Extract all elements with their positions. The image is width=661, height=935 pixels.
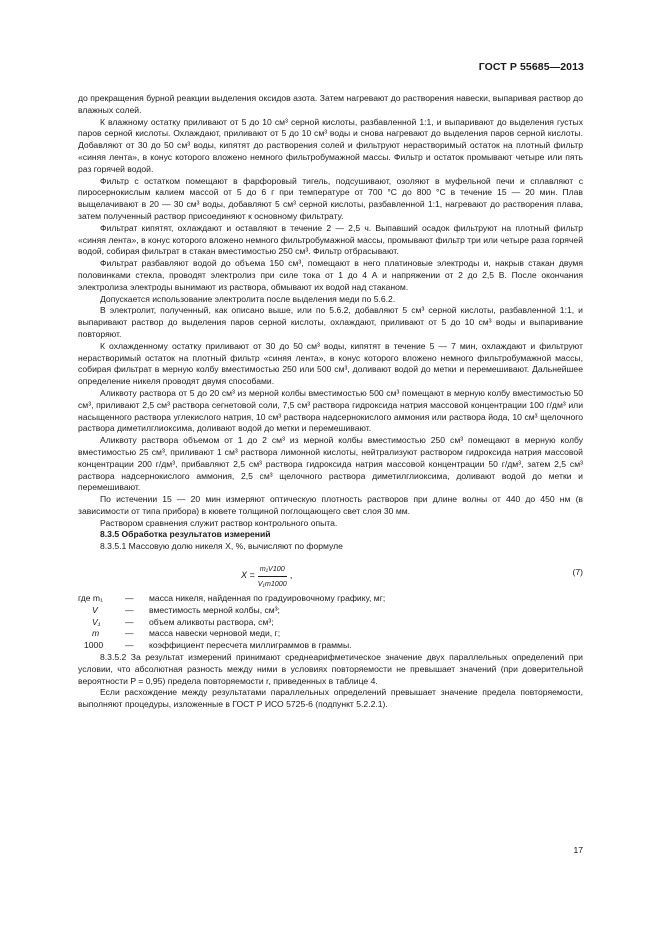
formula-lhs: X = bbox=[241, 570, 255, 581]
paragraph: По истечении 15 — 20 мин измеряют оптическую плотность растворов при длине волны от 440 до 450 нм (в зависимости от типа прибора) в кювете толщиной поглощающего свет слоя 30 мм. bbox=[78, 494, 583, 516]
formula-fraction bbox=[258, 563, 287, 590]
definition-symbol: где m₁ bbox=[78, 593, 103, 604]
definition-symbol: V bbox=[92, 604, 98, 615]
definition-list bbox=[78, 593, 583, 652]
paragraph: Аликвоту раствора объемом от 1 до 2 см³ из мерной колбы вместимостью 250 см³ помещают в мерную колбу вместимостью 25 см³, приливают 1 см³ раствора лимонной кислоты, нейтрализуют раствором гидроксида натрия массовой концентрации 200 г/дм³, прибавляют 2,5 см³ раствора гидроксида натрия массовой концентрации 50 г/дм³, затем 2,5 см³ раствора надсернокислого аммония, 2,5 см³ щелочного раствора диметилглиоксима, доливают водой до метки и перемешивают. bbox=[78, 435, 583, 493]
definition-dash: — bbox=[125, 616, 134, 627]
definition-item bbox=[78, 617, 583, 629]
definition-item bbox=[78, 640, 583, 652]
definition-dash: — bbox=[125, 628, 134, 639]
definition-dash: — bbox=[125, 640, 134, 651]
paragraph: К влажному остатку приливают от 5 до 10 см³ серной кислоты, разбавленной 1:1, и выпаривают до выделения густых паров серной кислоты. Охлаждают, приливают от 5 до 10 см³ воды и снова нагревают до выделения паров серной кислоты. Добавляют от 30 до 50 см³ воды, кипятят до растворения солей и фильтруют нерастворимый остаток на плотный фильтр «синяя лента», в конус которого вложено немного фильтробумажной массы. Фильтр и остаток промывают четыре или пять раз горячей водой. bbox=[78, 116, 583, 174]
definition-text: вместимость мерной колбы, см³; bbox=[149, 604, 280, 615]
formula bbox=[241, 563, 292, 590]
formula-block bbox=[78, 557, 583, 591]
paragraph: В электролит, полученный, как описано выше, или по 5.6.2, добавляют 5 см³ серной кислоты, разбавленной 1:1, и выпаривают раствор до выделения паров серной кислоты, охлаждают, приливают от 5 до 10 см³ воды и выпаривание повторяют. bbox=[78, 305, 583, 339]
paragraph: Допускается использование электролита после выделения меди по 5.6.2. bbox=[100, 293, 396, 304]
document-body bbox=[78, 93, 583, 711]
formula-tail: , bbox=[289, 570, 293, 581]
paragraph: до прекращения бурной реакции выделения оксидов азота. Затем нагревают до растворения навески, выпаривая раствор до влажных солей. bbox=[78, 93, 583, 115]
paragraph: 8.3.5.2 За результат измерений принимают среднеарифметическое значение двух параллельных определений при условии, что абсолютная разность между ними в условиях повторяемости не превышает значений (при доверительной вероятности P = 0,95) предела повторяемости r, приведенных в таблице 4. bbox=[78, 652, 583, 686]
paragraph: Если расхождение между результатами параллельных определений превышает значение предела повторяемости, выполняют процедуры, изложенные в ГОСТ Р ИСО 5725-6 (подпункт 5.2.2.1). bbox=[78, 687, 583, 710]
definition-symbol: 1000 bbox=[84, 640, 104, 651]
definition-dash: — bbox=[125, 593, 134, 604]
paragraph: К охлажденному остатку приливают от 30 до 50 см³ воды, кипятят в течение 5 — 7 мин, охлаждают и фильтруют нерастворимый остаток на плотный фильтр «синяя лента», в конус которого вложено немного фильтробумажной массы, собирая фильтрат в мерную колбу вместимостью 250 или 500 см³, доливают водой до метки и перемешивают. Дальнейшее определение никеля проводят двумя способами. bbox=[78, 340, 583, 387]
section-heading: 8.3.5 Обработка результатов измерений bbox=[100, 529, 271, 540]
section-intro: 8.3.5.1 Массовую долю никеля X, %, вычисляют по формуле bbox=[100, 541, 343, 552]
definition-text: масса никеля, найденная по градуировочному графику, мг; bbox=[149, 593, 386, 604]
definition-symbol: V₁ bbox=[92, 616, 101, 627]
definition-text: объем аликвоты раствора, см³; bbox=[149, 616, 274, 627]
document-header: ГОСТ Р 55685—2013 bbox=[478, 61, 584, 73]
definition-item bbox=[78, 593, 583, 605]
definition-text: масса навески черновой меди, г; bbox=[149, 628, 281, 639]
paragraph: Раствором сравнения служит раствор контрольного опыта. bbox=[100, 517, 338, 528]
page-number: 17 bbox=[573, 845, 583, 855]
paragraph: Аликвоту раствора от 5 до 20 см³ из мерной колбы вместимостью 500 см³ помещают в мерную колбу вместимостью 50 см³, приливают 2,5 см³ раствора сегнетовой соли, 7,5 см³ раствора гидроксида натрия массовой концентрации 100 г/дм³ или насыщенного раствора углекислого натрия, 10 см³ раствора надсернокислого аммония или раствора йода, 10 см³ щелочного раствора диметилглиоксима, доливают водой до метки и перемешивают. bbox=[78, 387, 583, 434]
definition-text: коэффициент пересчета миллиграммов в граммы. bbox=[149, 640, 352, 651]
paragraph: Фильтрат разбавляют водой до объема 150 см³, помещают в него платиновые электроды и, накрыв стакан двумя половинками стекла, проводят электролиз при силе тока от 1 до 4 А и напряжении от 2 до 2,5 В. После окончания электролиза электроды вынимают из раствора, обмывают их водой над стаканом. bbox=[78, 258, 583, 292]
equation-number: (7) bbox=[572, 567, 583, 578]
definition-item bbox=[78, 605, 583, 617]
formula-denominator: V₁m1000 bbox=[257, 578, 287, 588]
paragraph: Фильтр с остатком помещают в фарфоровый тигель, подсушивают, озоляют в муфельной печи и сплавляют с пиросернокислым калием массой от 5 до 6 г при температуре от 700 °С до 800 °С в течение 15 — 20 мин. Плав выщелачивают в 20 — 30 см³ воды, добавляют 5 см³ серной кислоты, разбавленной 1:1, нагревают до растворения плава, затем полученный раствор присоединяют к основному фильтрату. bbox=[78, 175, 583, 221]
definition-item bbox=[78, 628, 583, 640]
definition-symbol: m bbox=[92, 628, 100, 639]
paragraph: Фильтрат кипятят, охлаждают и оставляют в течение 2 — 2,5 ч. Выпавший осадок фильтруют на плотный фильтр «синяя лента», в конус которого вложено немного фильтробумажной массы, промывают фильтр три или четыре раза горячей водой, собирая фильтрат в стакан вместимостью 250 см³. Фильтр отбрасывают. bbox=[78, 222, 583, 257]
formula-numerator: m₁V100 bbox=[258, 563, 287, 577]
definition-dash: — bbox=[125, 604, 134, 615]
